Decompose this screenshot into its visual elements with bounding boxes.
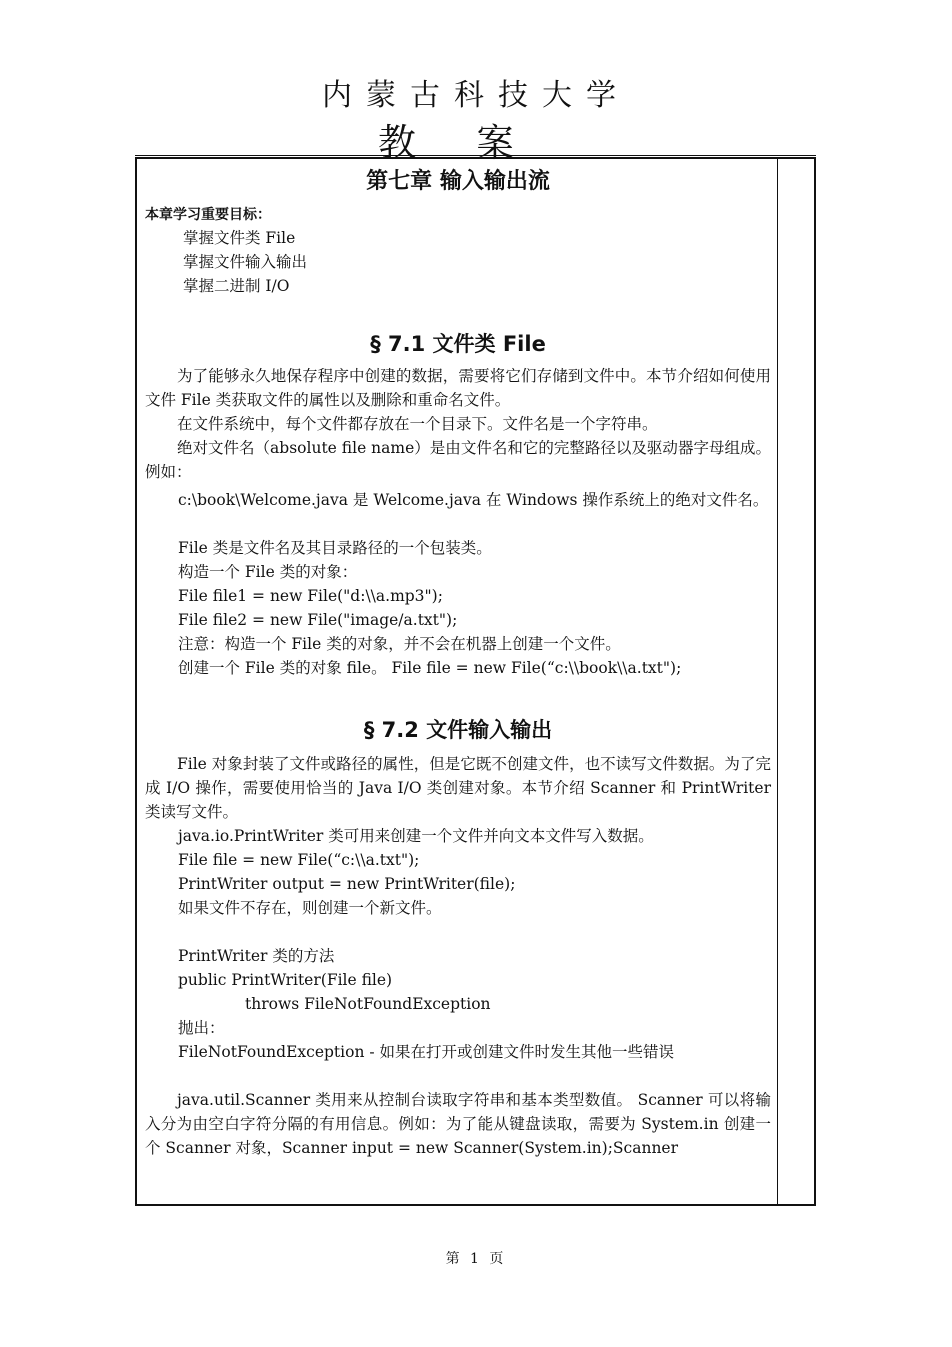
paragraph: 绝对文件名（absolute file name）是由文件名和它的完整路径以及驱动器字母组成。例如：	[145, 439, 771, 481]
page-number: 第 1 页	[445, 1251, 507, 1267]
section-title-7-1: § 7.1 文件类 File	[370, 332, 546, 356]
chapter-title: 第七章 输入输出流	[366, 169, 550, 194]
text-line: 构造一个 File 类的对象：	[178, 563, 358, 581]
lesson-content	[145, 170, 771, 1160]
text-line: 如果文件不存在，则创建一个新文件。	[178, 899, 442, 917]
text-line: PrintWriter 类的方法	[178, 947, 335, 965]
paragraph: File 对象封装了文件或路径的属性，但是它既不创建文件，也不读写文件数据。为了完成 I/O 操作，需要使用恰当的 Java I/O 类创建对象。本节介绍 Scanner 和 PrintWriter 类读写文件。	[145, 755, 771, 821]
example-line: c:\book\Welcome.java 是 Welcome.java 在 Windows 操作系统上的绝对文件名。	[178, 491, 769, 509]
paragraph: 在文件系统中，每个文件都存放在一个目录下。文件名是一个字符串。	[177, 415, 658, 433]
code-line: File file1 = new File("d:\\a.mp3");	[178, 587, 443, 605]
university-name: 内蒙古科技大学	[322, 78, 630, 113]
text-line: java.io.PrintWriter 类可用来创建一个文件并向文本文件写入数据。	[178, 827, 654, 845]
text-line: File 类是文件名及其目录路径的一个包装类。	[178, 539, 492, 557]
code-line: File file = new File(“c:\\a.txt");	[178, 851, 420, 869]
text-line: 注意：构造一个 File 类的对象，并不会在机器上创建一个文件。	[178, 635, 621, 653]
goal-item: 掌握二进制 I/O	[183, 277, 290, 295]
header-rule	[135, 155, 816, 156]
code-line: 创建一个 File 类的对象 file。 File file = new File(“c:\\book\\a.txt");	[178, 659, 682, 677]
paragraph: 为了能够永久地保存程序中创建的数据，需要将它们存储到文件中。本节介绍如何使用文件 File 类获取文件的属性以及删除和重命名文件。	[145, 367, 771, 409]
text-line: 抛出：	[178, 1019, 225, 1037]
document-type-title: 教案	[377, 121, 574, 165]
paragraph: java.util.Scanner 类用来从控制台读取字符串和基本类型数值。 Scanner 可以将输入分为由空白字符分隔的有用信息。例如：为了能从键盘读取，需要为 System.in 创建一个 Scanner 对象，Scanner input = new Scanner(System.in);Scanner	[145, 1091, 771, 1157]
margin-column-divider	[777, 157, 778, 1206]
code-line: public PrintWriter(File file)	[178, 971, 393, 989]
code-line: File file2 = new File("image/a.txt");	[178, 611, 458, 629]
code-line: throws FileNotFoundException	[245, 995, 491, 1013]
goals-heading: 本章学习重要目标：	[145, 207, 271, 223]
goal-item: 掌握文件类 File	[183, 229, 296, 247]
text-line: FileNotFoundException - 如果在打开或创建文件时发生其他一些错误	[178, 1043, 675, 1061]
code-line: PrintWriter output = new PrintWriter(file);	[178, 875, 516, 893]
goal-item: 掌握文件输入输出	[183, 253, 308, 271]
section-title-7-2: § 7.2 文件输入输出	[363, 718, 553, 742]
